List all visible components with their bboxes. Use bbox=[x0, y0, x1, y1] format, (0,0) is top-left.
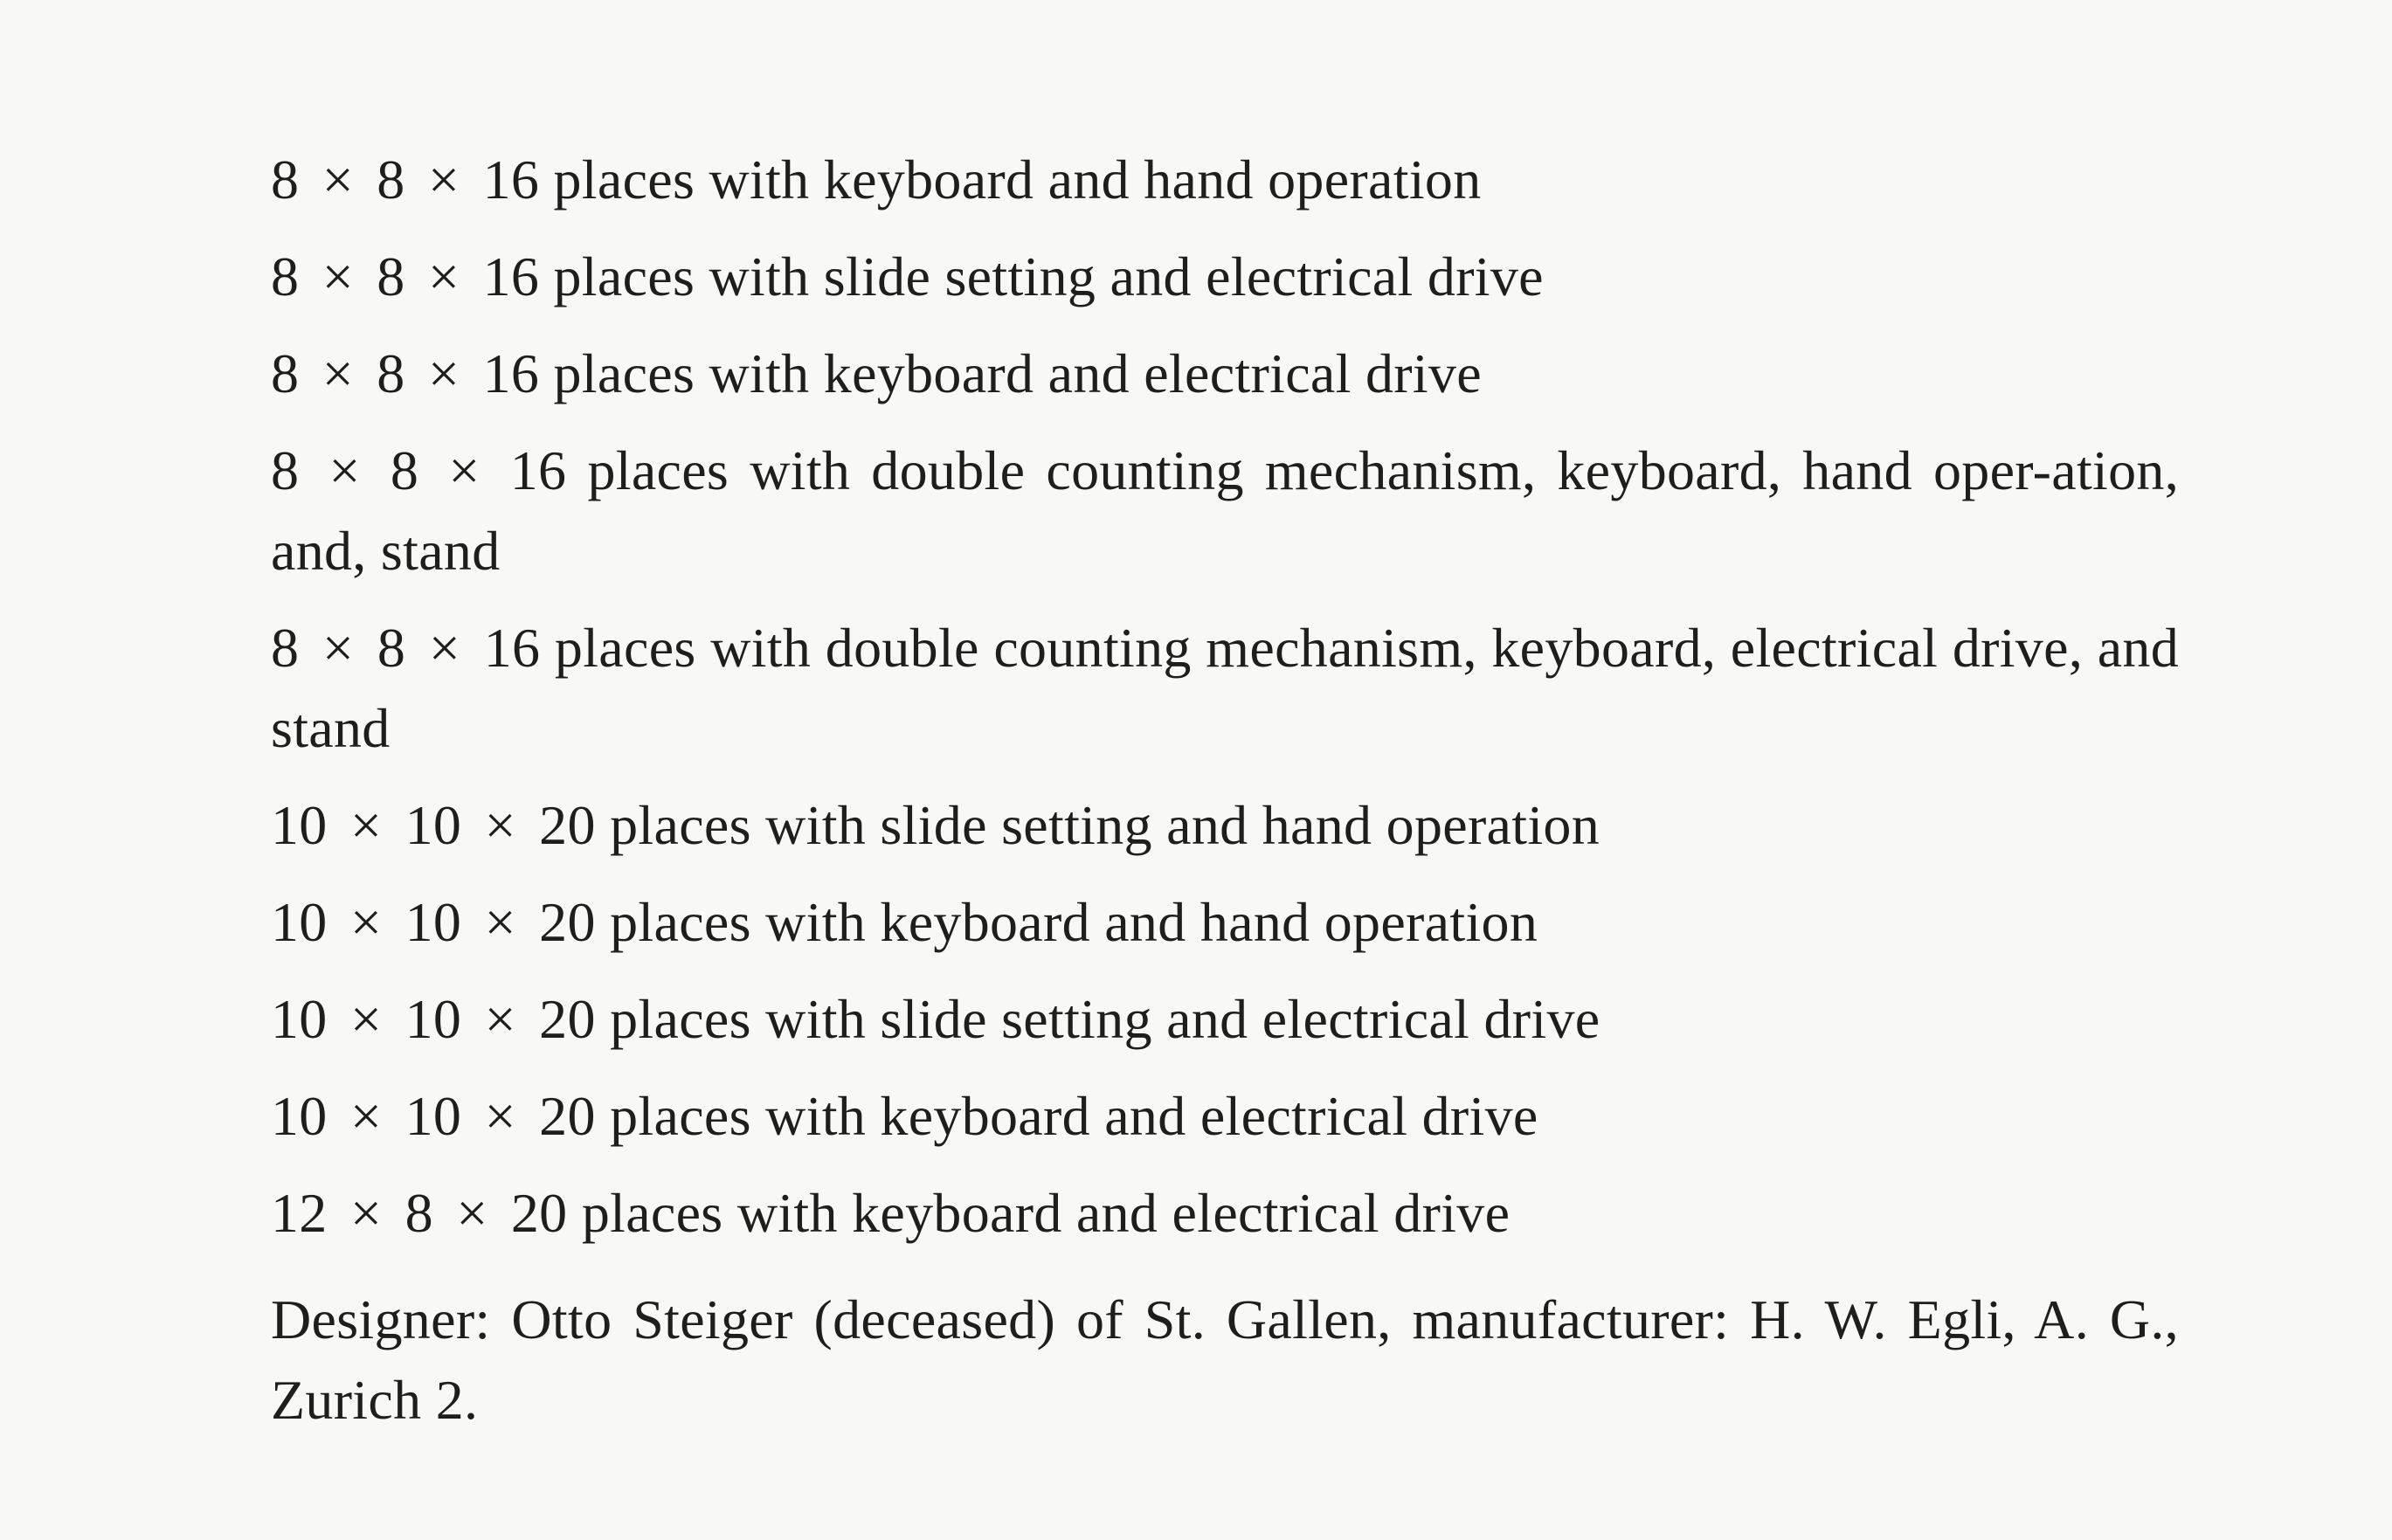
item-dimensions: 10 × 10 × 20 bbox=[271, 794, 596, 856]
list-item bbox=[271, 431, 2179, 591]
item-description: places with keyboard and hand operation bbox=[553, 148, 1482, 211]
item-dimensions: 10 × 10 × 20 bbox=[271, 891, 596, 953]
list-item bbox=[271, 979, 2179, 1060]
item-dimensions: 10 × 10 × 20 bbox=[271, 1085, 596, 1147]
list-item bbox=[271, 334, 2179, 414]
item-dimensions: 8 × 8 × 16 bbox=[271, 439, 567, 501]
item-description: places with slide setting and hand operation bbox=[610, 794, 1600, 856]
item-dimensions: 8 × 8 × 16 bbox=[271, 245, 540, 307]
item-description: places with slide setting and electrical drive bbox=[553, 245, 1544, 307]
item-dimensions: 8 × 8 × 16 bbox=[271, 617, 541, 679]
item-dimensions: 12 × 8 × 20 bbox=[271, 1182, 568, 1244]
item-dimensions: 8 × 8 × 16 bbox=[271, 148, 540, 211]
list-item bbox=[271, 237, 2179, 317]
item-description: places with keyboard and electrical drive bbox=[581, 1182, 1511, 1244]
item-dimensions: 10 × 10 × 20 bbox=[271, 988, 596, 1050]
list-item bbox=[271, 785, 2179, 866]
item-description: places with keyboard and electrical drive bbox=[610, 1085, 1538, 1147]
list-item bbox=[271, 1173, 2179, 1253]
item-description: places with slide setting and electrical drive bbox=[610, 988, 1600, 1050]
designer-note: Designer: Otto Steiger (deceased) of St. Gallen, manufacturer: H. W. Egli, A. G., Zurich 2. bbox=[271, 1288, 2179, 1431]
text-block bbox=[271, 140, 2179, 1457]
list-item bbox=[271, 1076, 2179, 1157]
list-item bbox=[271, 608, 2179, 769]
item-description: places with double counting mechanism, keyboard, electrical drive, and stand bbox=[271, 617, 2180, 759]
item-dimensions: 8 × 8 × 16 bbox=[271, 342, 540, 404]
list-item bbox=[271, 140, 2179, 220]
item-description: places with keyboard and electrical drive bbox=[553, 342, 1482, 404]
list-item bbox=[271, 882, 2179, 963]
item-description: places with double counting mechanism, keyboard, hand oper-ation, and, stand bbox=[271, 439, 2180, 582]
item-description: places with keyboard and hand operation bbox=[610, 891, 1538, 953]
